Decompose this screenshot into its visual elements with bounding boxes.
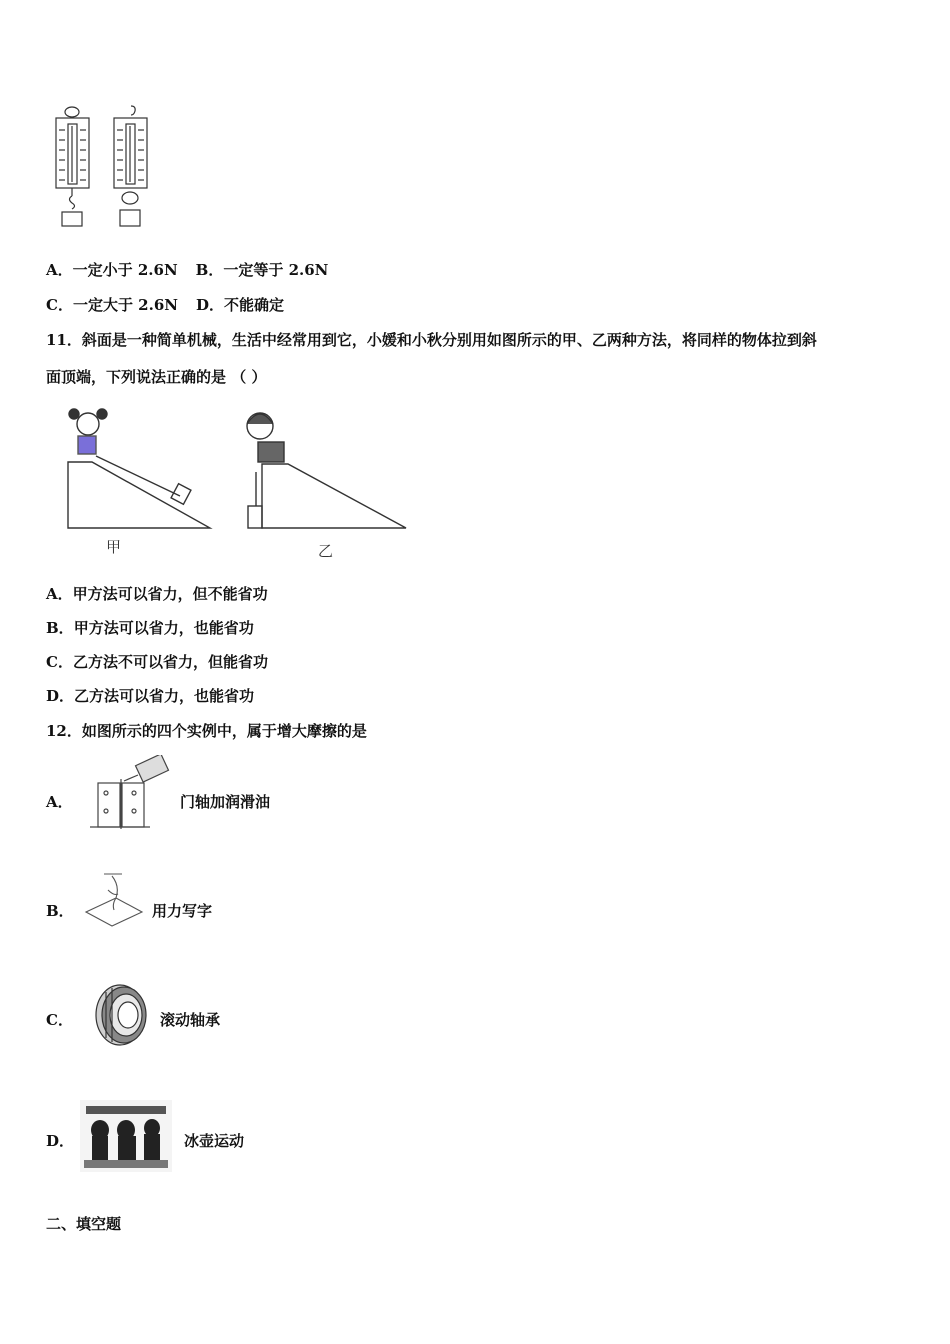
q10-option-a-text: 一定小于 2.6N (72, 261, 178, 279)
q11-option-d (46, 686, 254, 706)
bearing-icon (92, 982, 154, 1048)
q12-option-a-text: 门轴加润滑油 (180, 793, 271, 811)
q12-option-c-label: C． (46, 1011, 73, 1029)
q11-option-b-label: B． (46, 619, 74, 637)
q11-option-c-text: 乙方法不可以省力，但能省功 (72, 653, 268, 671)
spring-scales-figure (50, 104, 155, 234)
curling-icon (80, 1100, 172, 1172)
q11-option-b-text: 甲方法可以省力，也能省功 (73, 619, 254, 637)
q10-option-c-text: 一定大于 2.6N (72, 296, 178, 314)
q12-option-d-text: 冰壶运动 (184, 1132, 245, 1150)
pen-writing-icon (82, 868, 147, 928)
hinge-oil-icon (80, 755, 175, 830)
q10-option-d-label: D． (195, 296, 224, 314)
q10-options-row1 (46, 260, 328, 280)
incline-jia-icon (68, 409, 210, 528)
q10-option-a-label: A． (46, 261, 73, 279)
spring-scale-left-icon (56, 107, 89, 226)
q11-caption-yi: 乙 (318, 542, 334, 560)
q11-option-d-text: 乙方法可以省力，也能省功 (74, 687, 255, 705)
q10-options-row2 (46, 295, 284, 315)
q10-option-c-label: C． (46, 296, 73, 314)
q11-caption-jia: 甲 (106, 538, 122, 556)
q12-option-a-label: A． (46, 793, 73, 811)
section-2-title: 二、填空题 (46, 1215, 122, 1233)
q12-option-b-label: B． (46, 902, 74, 920)
q11-option-a-label: A． (46, 585, 73, 603)
q12-stem: 12．如图所示的四个实例中，属于增大摩擦的是 (46, 722, 367, 740)
spring-scale-right-icon (114, 106, 147, 226)
q10-option-d-text: 不能确定 (224, 296, 285, 314)
q10-option-b-label: B． (195, 261, 224, 279)
q11-option-b (46, 618, 254, 638)
q12-option-d-label: D． (46, 1132, 75, 1150)
q11-option-c (46, 652, 268, 672)
q11-stem-line2: 面顶端，下列说法正确的是 （ ） (46, 368, 267, 386)
q12-option-b-text: 用力写字 (152, 902, 213, 920)
inclined-planes-figure (62, 400, 412, 530)
q11-option-a (46, 584, 268, 604)
q11-option-c-label: C． (46, 653, 73, 671)
q12-option-c-text: 滚动轴承 (160, 1011, 221, 1029)
q11-option-a-text: 甲方法可以省力，但不能省功 (72, 585, 268, 603)
q10-option-b-text: 一定等于 2.6N (223, 261, 329, 279)
incline-yi-icon (247, 413, 406, 528)
q11-stem-line1: 11．斜面是一种简单机械，生活中经常用到它，小媛和小秋分别用如图所示的甲、乙两种方法，将同样的物体拉到斜 (46, 331, 817, 349)
q11-option-d-label: D． (46, 687, 75, 705)
